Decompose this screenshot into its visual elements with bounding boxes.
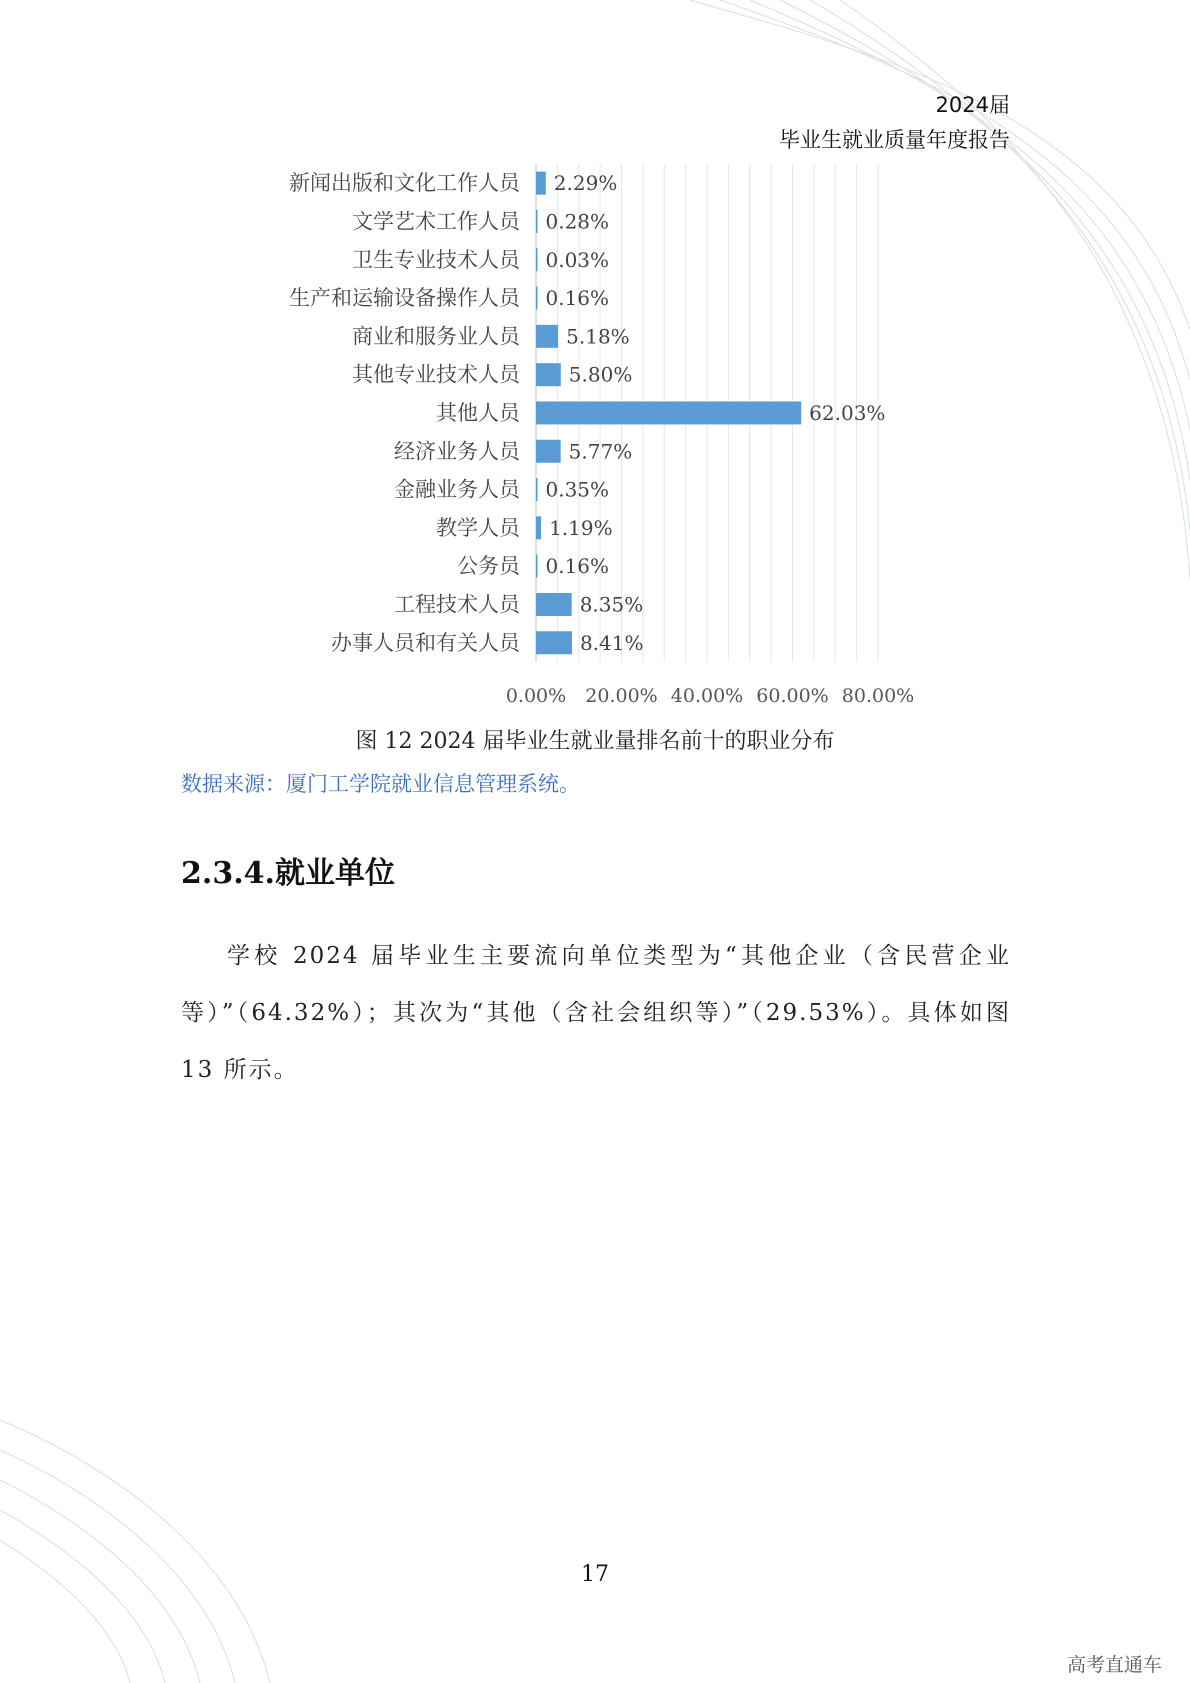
watermark-text: 高考直通车: [1066, 1654, 1162, 1676]
bar: [536, 631, 572, 654]
x-tick-label: 20.00%: [585, 684, 658, 707]
occupation-bar-chart: [0, 160, 1190, 720]
category-label: 卫生专业技术人员: [352, 247, 520, 272]
value-label: 5.80%: [568, 362, 633, 387]
category-label: 金融业务人员: [394, 477, 520, 502]
x-tick-label: 40.00%: [670, 684, 744, 707]
bar: [536, 172, 546, 195]
value-label: 2.29%: [553, 171, 618, 196]
header-title: 毕业生就业质量年度报告: [779, 128, 1010, 152]
body-paragraph: 学校 2024 届毕业生主要流向单位类型为“其他企业（含民营企业等）”（64.32%）；其次为“其他（含社会组织等）”（29.53%）。具体如图 13 所示。: [181, 943, 1011, 1083]
value-label: 62.03%: [809, 400, 886, 425]
value-label: 0.16%: [545, 554, 610, 579]
data-source-note: 数据来源：厦门工学院就业信息管理系统。: [181, 772, 580, 796]
header-year: 2024届: [935, 93, 1010, 117]
bar: [536, 363, 561, 386]
x-tick-label: 0.00%: [505, 684, 567, 707]
bar: [536, 401, 801, 424]
bar: [536, 516, 541, 539]
bar: [536, 440, 561, 463]
value-label: 8.35%: [579, 592, 644, 617]
section-title: 2.3.4.就业单位: [181, 856, 395, 891]
value-label: 5.18%: [566, 324, 630, 349]
page-number: 17: [581, 1562, 609, 1587]
bar: [536, 325, 558, 348]
bar: [536, 555, 538, 578]
category-label: 新闻出版和文化工作人员: [289, 171, 520, 196]
x-tick-label: 60.00%: [756, 684, 829, 707]
value-label: 8.41%: [579, 630, 644, 655]
value-label: 0.28%: [545, 209, 610, 234]
report-header: [779, 88, 1010, 158]
bar: [536, 210, 538, 233]
category-label: 办事人员和有关人员: [331, 630, 520, 655]
x-tick-label: 80.00%: [841, 684, 915, 707]
bar: [536, 287, 538, 310]
bar: [536, 593, 572, 616]
category-label: 其他人员: [436, 400, 520, 425]
figure-caption: 图 12 2024 届毕业生就业量排名前十的职业分布: [355, 729, 835, 754]
value-label: 5.77%: [568, 439, 633, 464]
category-label: 经济业务人员: [394, 439, 520, 464]
bar: [536, 478, 538, 501]
category-label: 商业和服务业人员: [352, 324, 520, 349]
category-label: 生产和运输设备操作人员: [289, 286, 520, 311]
value-label: 0.03%: [545, 247, 610, 272]
value-label: 0.16%: [545, 286, 610, 311]
value-label: 0.35%: [545, 477, 610, 502]
category-label: 其他专业技术人员: [352, 362, 520, 387]
category-label: 教学人员: [436, 515, 520, 540]
category-label: 公务员: [457, 554, 520, 579]
bar: [536, 248, 538, 271]
category-label: 工程技术人员: [394, 592, 520, 617]
value-label: 1.19%: [549, 515, 613, 540]
category-label: 文学艺术工作人员: [352, 209, 520, 234]
